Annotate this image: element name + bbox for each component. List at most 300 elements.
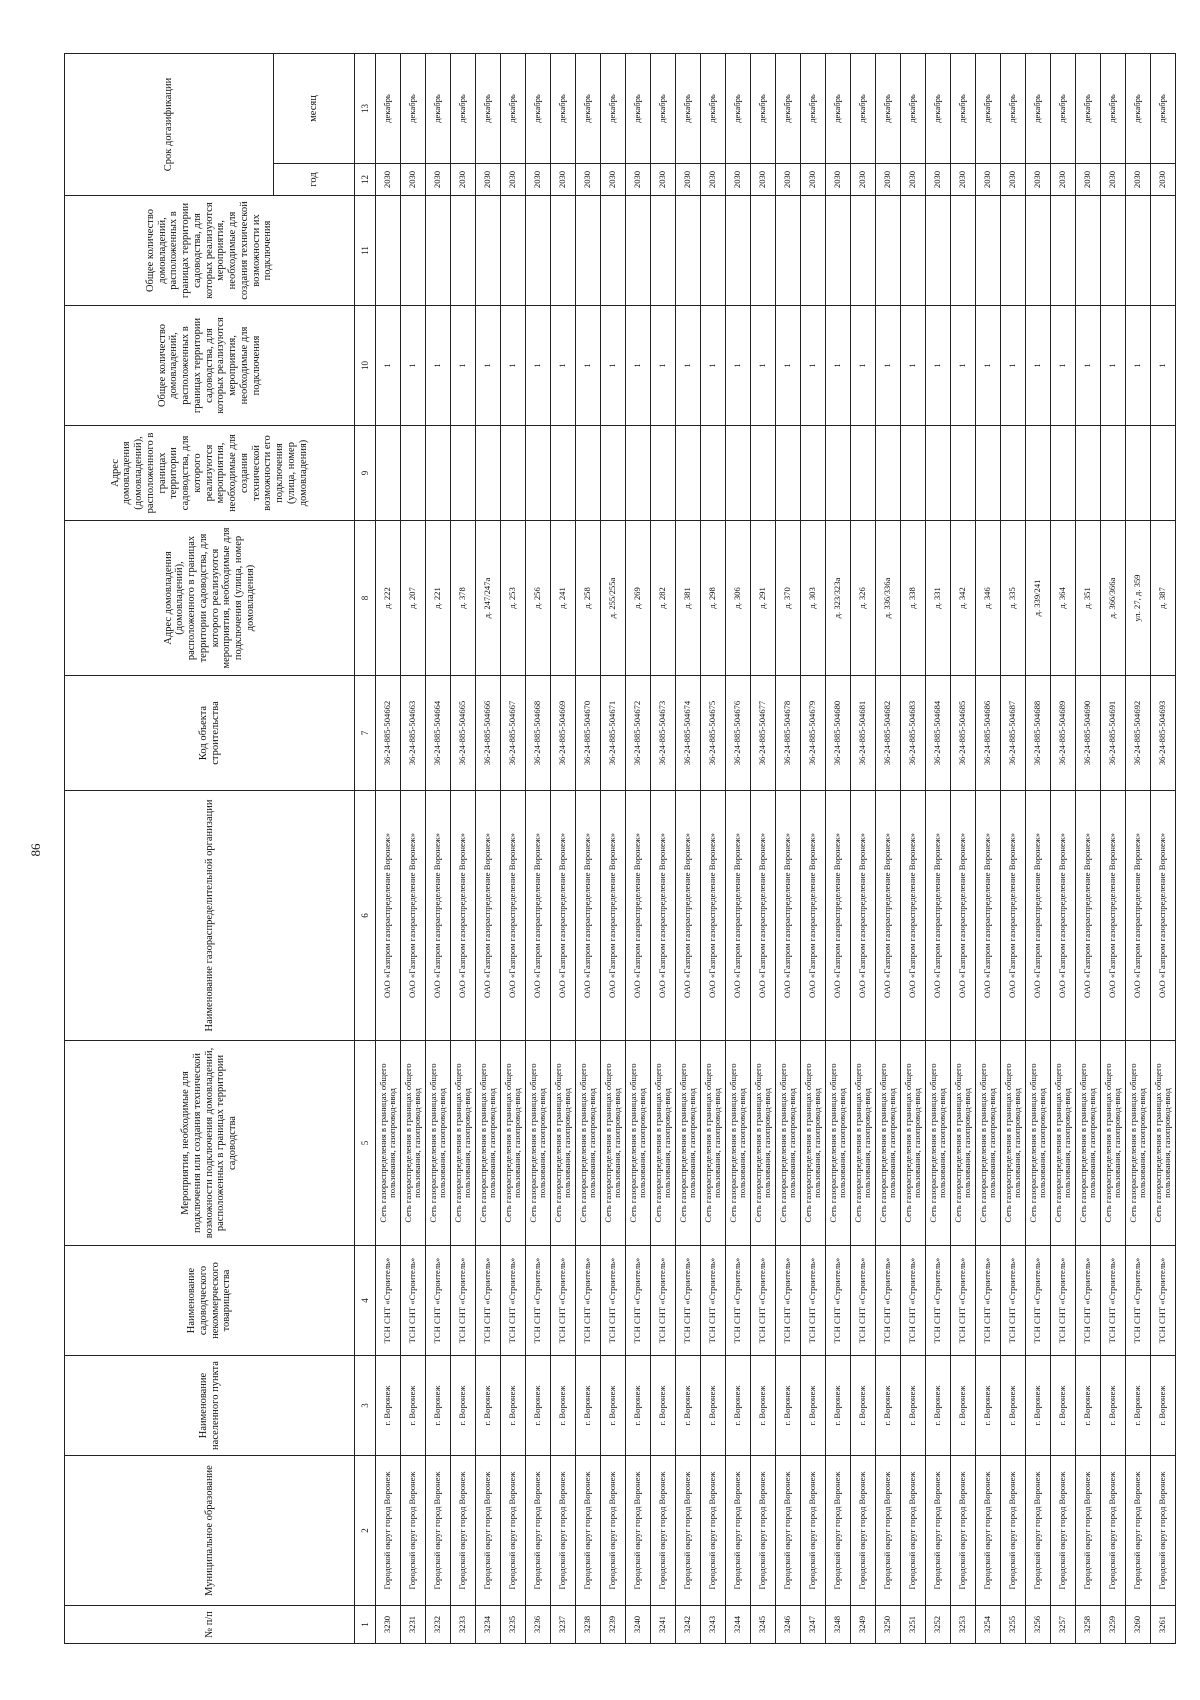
header-term: Срок догазификации [65, 53, 274, 195]
cell-municipality: Городской округ город Воронеж [551, 1456, 576, 1606]
table-row [451, 53, 476, 1643]
cell-address-technical [826, 426, 851, 521]
cell-count-technical [801, 196, 826, 306]
page-number: 86 [28, 843, 43, 857]
cell-count-technical [1001, 196, 1026, 306]
cell-gas-org: ОАО «Газпром газораспределение Воронеж» [501, 791, 526, 1041]
cell-address: д. 256 [526, 521, 551, 676]
column-number: 5 [355, 1041, 376, 1246]
table-row [551, 53, 576, 1643]
table-row [476, 53, 501, 1643]
cell-municipality: Городской округ город Воронеж [476, 1456, 501, 1606]
cell-month: декабрь [601, 53, 626, 163]
header-municipality: Муниципальное образование [65, 1456, 355, 1606]
cell-year: 2030 [776, 164, 801, 196]
cell-number: 3238 [576, 1606, 601, 1644]
cell-object-code: 36-24-885-504670 [576, 676, 601, 791]
column-number: 11 [355, 196, 376, 306]
cell-year: 2030 [1101, 164, 1126, 196]
cell-address: д. 207 [401, 521, 426, 676]
cell-count-technical [1051, 196, 1076, 306]
cell-gas-org: ОАО «Газпром газораспределение Воронеж» [1101, 791, 1126, 1041]
cell-count-connection: 1 [1101, 306, 1126, 426]
cell-municipality: Городской округ город Воронеж [751, 1456, 776, 1606]
cell-address-technical [576, 426, 601, 521]
cell-number: 3254 [976, 1606, 1001, 1644]
cell-count-connection: 1 [701, 306, 726, 426]
cell-address: д. 338 [901, 521, 926, 676]
cell-number: 3250 [876, 1606, 901, 1644]
cell-measures: Сеть газораспределения в границах общего пользования, газопровод-ввод [776, 1041, 801, 1246]
cell-partnership: ТСН СНТ «Строитель» [1051, 1246, 1076, 1356]
cell-count-technical [1076, 196, 1101, 306]
cell-address-technical [951, 426, 976, 521]
cell-number: 3260 [1126, 1606, 1151, 1644]
cell-object-code: 36-24-885-504673 [651, 676, 676, 791]
cell-measures: Сеть газораспределения в границах общего пользования, газопровод-ввод [651, 1041, 676, 1246]
cell-municipality: Городской округ город Воронеж [526, 1456, 551, 1606]
cell-count-connection: 1 [776, 306, 801, 426]
cell-month: декабрь [1051, 53, 1076, 163]
cell-month: декабрь [401, 53, 426, 163]
cell-gas-org: ОАО «Газпром газораспределение Воронеж» [826, 791, 851, 1041]
cell-partnership: ТСН СНТ «Строитель» [1076, 1246, 1101, 1356]
cell-count-connection: 1 [626, 306, 651, 426]
cell-measures: Сеть газораспределения в границах общего пользования, газопровод-ввод [426, 1041, 451, 1246]
cell-locality: г. Воронеж [376, 1356, 401, 1456]
table-row [826, 53, 851, 1643]
cell-partnership: ТСН СНТ «Строитель» [701, 1246, 726, 1356]
cell-partnership: ТСН СНТ «Строитель» [801, 1246, 826, 1356]
cell-address-technical [901, 426, 926, 521]
cell-partnership: ТСН СНТ «Строитель» [851, 1246, 876, 1356]
cell-municipality: Городской округ город Воронеж [1026, 1456, 1051, 1606]
cell-count-connection: 1 [851, 306, 876, 426]
cell-month: декабрь [1151, 53, 1176, 163]
cell-year: 2030 [701, 164, 726, 196]
cell-municipality: Городской округ город Воронеж [1101, 1456, 1126, 1606]
cell-year: 2030 [801, 164, 826, 196]
cell-count-technical [776, 196, 801, 306]
cell-measures: Сеть газораспределения в границах общего пользования, газопровод-ввод [801, 1041, 826, 1246]
cell-month: декабрь [1076, 53, 1101, 163]
cell-locality: г. Воронеж [651, 1356, 676, 1456]
cell-address-technical [551, 426, 576, 521]
cell-measures: Сеть газораспределения в границах общего пользования, газопровод-ввод [726, 1041, 751, 1246]
cell-object-code: 36-24-885-504665 [451, 676, 476, 791]
cell-locality: г. Воронеж [901, 1356, 926, 1456]
cell-address: д. 335 [1001, 521, 1026, 676]
cell-count-connection: 1 [751, 306, 776, 426]
cell-address: д. 342 [951, 521, 976, 676]
cell-gas-org: ОАО «Газпром газораспределение Воронеж» [1126, 791, 1151, 1041]
cell-number: 3256 [1026, 1606, 1051, 1644]
cell-address-technical [801, 426, 826, 521]
cell-locality: г. Воронеж [501, 1356, 526, 1456]
cell-month: декабрь [576, 53, 601, 163]
cell-address: д. 326 [851, 521, 876, 676]
cell-count-technical [851, 196, 876, 306]
cell-count-connection: 1 [1126, 306, 1151, 426]
cell-gas-org: ОАО «Газпром газораспределение Воронеж» [1001, 791, 1026, 1041]
cell-year: 2030 [376, 164, 401, 196]
cell-number: 3245 [751, 1606, 776, 1644]
cell-partnership: ТСН СНТ «Строитель» [1026, 1246, 1051, 1356]
cell-count-technical [676, 196, 701, 306]
cell-number: 3246 [776, 1606, 801, 1644]
cell-measures: Сеть газораспределения в границах общего пользования, газопровод-ввод [1126, 1041, 1151, 1246]
cell-gas-org: ОАО «Газпром газораспределение Воронеж» [576, 791, 601, 1041]
header-gas-org: Наименование газораспределительной организации [65, 791, 355, 1041]
cell-number: 3253 [951, 1606, 976, 1644]
cell-year: 2030 [1026, 164, 1051, 196]
table-row [701, 53, 726, 1643]
cell-number: 3248 [826, 1606, 851, 1644]
cell-address: д. 282 [651, 521, 676, 676]
cell-object-code: 36-24-885-504677 [751, 676, 776, 791]
cell-number: 3239 [601, 1606, 626, 1644]
cell-address-technical [776, 426, 801, 521]
cell-number: 3243 [701, 1606, 726, 1644]
cell-address: д. 364 [1051, 521, 1076, 676]
cell-partnership: ТСН СНТ «Строитель» [876, 1246, 901, 1356]
cell-number: 3251 [901, 1606, 926, 1644]
table-row [426, 53, 451, 1643]
cell-partnership: ТСН СНТ «Строитель» [1126, 1246, 1151, 1356]
column-number: 9 [355, 426, 376, 521]
cell-month: декабрь [801, 53, 826, 163]
cell-object-code: 36-24-885-504682 [876, 676, 901, 791]
cell-partnership: ТСН СНТ «Строитель» [1101, 1246, 1126, 1356]
cell-partnership: ТСН СНТ «Строитель» [951, 1246, 976, 1356]
cell-number: 3240 [626, 1606, 651, 1644]
table-row [801, 53, 826, 1643]
cell-count-technical [1101, 196, 1126, 306]
cell-gas-org: ОАО «Газпром газораспределение Воронеж» [526, 791, 551, 1041]
cell-count-connection: 1 [1151, 306, 1176, 426]
cell-locality: г. Воронеж [626, 1356, 651, 1456]
cell-gas-org: ОАО «Газпром газораспределение Воронеж» [776, 791, 801, 1041]
cell-year: 2030 [426, 164, 451, 196]
cell-locality: г. Воронеж [526, 1356, 551, 1456]
table-row [726, 53, 751, 1643]
cell-gas-org: ОАО «Газпром газораспределение Воронеж» [926, 791, 951, 1041]
cell-month: декабрь [776, 53, 801, 163]
cell-count-technical [1126, 196, 1151, 306]
cell-locality: г. Воронеж [726, 1356, 751, 1456]
cell-address-technical [876, 426, 901, 521]
cell-locality: г. Воронеж [1001, 1356, 1026, 1456]
cell-partnership: ТСН СНТ «Строитель» [401, 1246, 426, 1356]
cell-locality: г. Воронеж [876, 1356, 901, 1456]
cell-count-connection: 1 [1076, 306, 1101, 426]
cell-count-connection: 1 [426, 306, 451, 426]
cell-address: д. 336/336а [876, 521, 901, 676]
cell-municipality: Городской округ город Воронеж [1076, 1456, 1101, 1606]
table-body [376, 53, 1176, 1643]
cell-partnership: ТСН СНТ «Строитель» [476, 1246, 501, 1356]
table-row [1076, 53, 1101, 1643]
cell-address: д. 387 [1151, 521, 1176, 676]
header-measures: Мероприятия, необходимые для подключения или создания технической возможности подключения домовладений, расположенных в границах территории садоводства [65, 1041, 355, 1246]
cell-object-code: 36-24-885-504674 [676, 676, 701, 791]
cell-object-code: 36-24-885-504693 [1151, 676, 1176, 791]
cell-object-code: 36-24-885-504667 [501, 676, 526, 791]
cell-partnership: ТСН СНТ «Строитель» [1151, 1246, 1176, 1356]
cell-month: декабрь [651, 53, 676, 163]
cell-number: 3244 [726, 1606, 751, 1644]
cell-partnership: ТСН СНТ «Строитель» [501, 1246, 526, 1356]
cell-municipality: Городской округ город Воронеж [1051, 1456, 1076, 1606]
cell-count-connection: 1 [1051, 306, 1076, 426]
cell-gas-org: ОАО «Газпром газораспределение Воронеж» [626, 791, 651, 1041]
cell-locality: г. Воронеж [601, 1356, 626, 1456]
cell-address: д. 339/241 [1026, 521, 1051, 676]
cell-measures: Сеть газораспределения в границах общего пользования, газопровод-ввод [401, 1041, 426, 1246]
cell-count-technical [576, 196, 601, 306]
cell-month: декабрь [926, 53, 951, 163]
cell-address: д. 303 [801, 521, 826, 676]
cell-gas-org: ОАО «Газпром газораспределение Воронеж» [901, 791, 926, 1041]
header-count-technical: Общее количество домовладений, расположенных в границах территории садоводства, для которых реализуются мероприятия, необходимые для создания технической возможности их подключения [65, 196, 355, 306]
cell-number: 3230 [376, 1606, 401, 1644]
cell-number: 3241 [651, 1606, 676, 1644]
cell-address-technical [1001, 426, 1026, 521]
cell-year: 2030 [1001, 164, 1026, 196]
cell-object-code: 36-24-885-504678 [776, 676, 801, 791]
cell-measures: Сеть газораспределения в границах общего пользования, газопровод-ввод [1101, 1041, 1126, 1246]
cell-month: декабрь [426, 53, 451, 163]
cell-address-technical [851, 426, 876, 521]
cell-address-technical [426, 426, 451, 521]
cell-count-connection: 1 [651, 306, 676, 426]
cell-count-technical [901, 196, 926, 306]
cell-count-technical [726, 196, 751, 306]
cell-object-code: 36-24-885-504663 [401, 676, 426, 791]
cell-count-connection: 1 [876, 306, 901, 426]
cell-municipality: Городской округ город Воронеж [926, 1456, 951, 1606]
cell-municipality: Городской округ город Воронеж [576, 1456, 601, 1606]
table-row [501, 53, 526, 1643]
cell-month: декабрь [751, 53, 776, 163]
cell-measures: Сеть газораспределения в границах общего пользования, газопровод-ввод [1051, 1041, 1076, 1246]
cell-year: 2030 [751, 164, 776, 196]
cell-locality: г. Воронеж [851, 1356, 876, 1456]
header-locality: Наименование населенного пункта [65, 1356, 355, 1456]
cell-measures: Сеть газораспределения в границах общего пользования, газопровод-ввод [601, 1041, 626, 1246]
table-row [651, 53, 676, 1643]
cell-object-code: 36-24-885-504675 [701, 676, 726, 791]
cell-number: 3247 [801, 1606, 826, 1644]
table-row [876, 53, 901, 1643]
cell-gas-org: ОАО «Газпром газораспределение Воронеж» [426, 791, 451, 1041]
cell-locality: г. Воронеж [476, 1356, 501, 1456]
cell-number: 3237 [551, 1606, 576, 1644]
table-row [1051, 53, 1076, 1643]
cell-address-technical [1126, 426, 1151, 521]
table-row [776, 53, 801, 1643]
table-row [1101, 53, 1126, 1643]
cell-count-technical [976, 196, 1001, 306]
cell-object-code: 36-24-885-504688 [1026, 676, 1051, 791]
cell-address-technical [676, 426, 701, 521]
cell-count-connection: 1 [951, 306, 976, 426]
cell-number: 3233 [451, 1606, 476, 1644]
cell-number: 3232 [426, 1606, 451, 1644]
cell-month: декабрь [901, 53, 926, 163]
table-row [1026, 53, 1051, 1643]
cell-municipality: Городской округ город Воронеж [1126, 1456, 1151, 1606]
cell-municipality: Городской округ город Воронеж [401, 1456, 426, 1606]
cell-partnership: ТСН СНТ «Строитель» [901, 1246, 926, 1356]
cell-count-connection: 1 [676, 306, 701, 426]
cell-count-technical [701, 196, 726, 306]
header-address-connection: Адрес домовладения (домовладений), расположенного в границах территории садоводства, для которого реализуются мероприятия, необходимые для подключения (улица, номер домовладения) [65, 521, 355, 676]
cell-count-connection: 1 [976, 306, 1001, 426]
cell-number: 3259 [1101, 1606, 1126, 1644]
cell-measures: Сеть газораспределения в границах общего пользования, газопровод-ввод [526, 1041, 551, 1246]
cell-gas-org: ОАО «Газпром газораспределение Воронеж» [1051, 791, 1076, 1041]
cell-measures: Сеть газораспределения в границах общего пользования, газопровод-ввод [976, 1041, 1001, 1246]
cell-year: 2030 [1076, 164, 1101, 196]
cell-year: 2030 [651, 164, 676, 196]
cell-partnership: ТСН СНТ «Строитель» [601, 1246, 626, 1356]
cell-municipality: Городской округ город Воронеж [1001, 1456, 1026, 1606]
cell-gas-org: ОАО «Газпром газораспределение Воронеж» [751, 791, 776, 1041]
cell-measures: Сеть газораспределения в границах общего пользования, газопровод-ввод [926, 1041, 951, 1246]
cell-object-code: 36-24-885-504692 [1126, 676, 1151, 791]
cell-address: д. 255/255а [601, 521, 626, 676]
cell-locality: г. Воронеж [1151, 1356, 1176, 1456]
cell-month: декабрь [551, 53, 576, 163]
cell-month: декабрь [1026, 53, 1051, 163]
header-month: месяц [274, 53, 355, 163]
cell-object-code: 36-24-885-504685 [951, 676, 976, 791]
cell-count-connection: 1 [401, 306, 426, 426]
cell-count-connection: 1 [476, 306, 501, 426]
cell-measures: Сеть газораспределения в границах общего пользования, газопровод-ввод [1026, 1041, 1051, 1246]
cell-address: д. 291 [751, 521, 776, 676]
cell-measures: Сеть газораспределения в границах общего пользования, газопровод-ввод [676, 1041, 701, 1246]
cell-object-code: 36-24-885-504689 [1051, 676, 1076, 791]
cell-count-connection: 1 [1026, 306, 1051, 426]
cell-gas-org: ОАО «Газпром газораспределение Воронеж» [851, 791, 876, 1041]
cell-year: 2030 [1051, 164, 1076, 196]
cell-measures: Сеть газораспределения в границах общего пользования, газопровод-ввод [576, 1041, 601, 1246]
cell-address-technical [651, 426, 676, 521]
cell-count-connection: 1 [601, 306, 626, 426]
cell-object-code: 36-24-885-504676 [726, 676, 751, 791]
cell-month: декабрь [676, 53, 701, 163]
cell-address-technical [726, 426, 751, 521]
cell-measures: Сеть газораспределения в границах общего пользования, газопровод-ввод [901, 1041, 926, 1246]
cell-municipality: Городской округ город Воронеж [451, 1456, 476, 1606]
cell-month: декабрь [851, 53, 876, 163]
cell-address-technical [1051, 426, 1076, 521]
table-row [626, 53, 651, 1643]
table-row [951, 53, 976, 1643]
cell-measures: Сеть газораспределения в границах общего пользования, газопровод-ввод [876, 1041, 901, 1246]
table-header [65, 53, 376, 1643]
cell-gas-org: ОАО «Газпром газораспределение Воронеж» [476, 791, 501, 1041]
cell-month: декабрь [876, 53, 901, 163]
cell-address: д. 253 [501, 521, 526, 676]
cell-address: д. 378 [451, 521, 476, 676]
column-number: 10 [355, 306, 376, 426]
cell-measures: Сеть газораспределения в границах общего пользования, газопровод-ввод [1076, 1041, 1101, 1246]
cell-number: 3252 [926, 1606, 951, 1644]
cell-count-technical [751, 196, 776, 306]
cell-count-technical [476, 196, 501, 306]
column-number: 1 [355, 1606, 376, 1644]
cell-partnership: ТСН СНТ «Строитель» [526, 1246, 551, 1356]
cell-object-code: 36-24-885-504671 [601, 676, 626, 791]
table-row [401, 53, 426, 1643]
cell-measures: Сеть газораспределения в границах общего пользования, газопровод-ввод [826, 1041, 851, 1246]
cell-locality: г. Воронеж [551, 1356, 576, 1456]
cell-object-code: 36-24-885-504686 [976, 676, 1001, 791]
cell-municipality: Городской округ город Воронеж [376, 1456, 401, 1606]
cell-partnership: ТСН СНТ «Строитель» [551, 1246, 576, 1356]
cell-object-code: 36-24-885-504662 [376, 676, 401, 791]
cell-year: 2030 [626, 164, 651, 196]
cell-count-technical [401, 196, 426, 306]
header-number: № п/п [65, 1606, 355, 1644]
cell-locality: г. Воронеж [976, 1356, 1001, 1456]
cell-year: 2030 [951, 164, 976, 196]
cell-year: 2030 [901, 164, 926, 196]
cell-address: д. 331 [926, 521, 951, 676]
cell-count-technical [826, 196, 851, 306]
cell-month: декабрь [626, 53, 651, 163]
cell-municipality: Городской округ город Воронеж [776, 1456, 801, 1606]
cell-partnership: ТСН СНТ «Строитель» [376, 1246, 401, 1356]
cell-municipality: Городской округ город Воронеж [501, 1456, 526, 1606]
cell-number: 3257 [1051, 1606, 1076, 1644]
cell-address: д. 346 [976, 521, 1001, 676]
cell-year: 2030 [1151, 164, 1176, 196]
cell-month: декабрь [726, 53, 751, 163]
cell-address-technical [1076, 426, 1101, 521]
table-row [576, 53, 601, 1643]
cell-address: д. 247/247а [476, 521, 501, 676]
column-number-row [355, 53, 376, 1643]
cell-count-connection: 1 [551, 306, 576, 426]
cell-partnership: ТСН СНТ «Строитель» [751, 1246, 776, 1356]
cell-locality: г. Воронеж [451, 1356, 476, 1456]
cell-measures: Сеть газораспределения в границах общего пользования, газопровод-ввод [851, 1041, 876, 1246]
cell-number: 3261 [1151, 1606, 1176, 1644]
table-row [376, 53, 401, 1643]
column-number: 7 [355, 676, 376, 791]
cell-year: 2030 [451, 164, 476, 196]
cell-locality: г. Воронеж [676, 1356, 701, 1456]
cell-year: 2030 [876, 164, 901, 196]
cell-measures: Сеть газораспределения в границах общего пользования, газопровод-ввод [1151, 1041, 1176, 1246]
header-count-connection: Общее количество домовладений, расположенных в границах территории садоводства, для которых реализуются мероприятия, необходимые для подключения [65, 306, 355, 426]
cell-measures: Сеть газораспределения в границах общего пользования, газопровод-ввод [501, 1041, 526, 1246]
cell-measures: Сеть газораспределения в границах общего пользования, газопровод-ввод [751, 1041, 776, 1246]
cell-count-connection: 1 [376, 306, 401, 426]
cell-month: декабрь [451, 53, 476, 163]
cell-count-connection: 1 [901, 306, 926, 426]
cell-month: декабрь [476, 53, 501, 163]
cell-address: д. 351 [1076, 521, 1101, 676]
cell-month: декабрь [1101, 53, 1126, 163]
cell-count-connection: 1 [801, 306, 826, 426]
cell-month: декабрь [951, 53, 976, 163]
cell-gas-org: ОАО «Газпром газораспределение Воронеж» [726, 791, 751, 1041]
